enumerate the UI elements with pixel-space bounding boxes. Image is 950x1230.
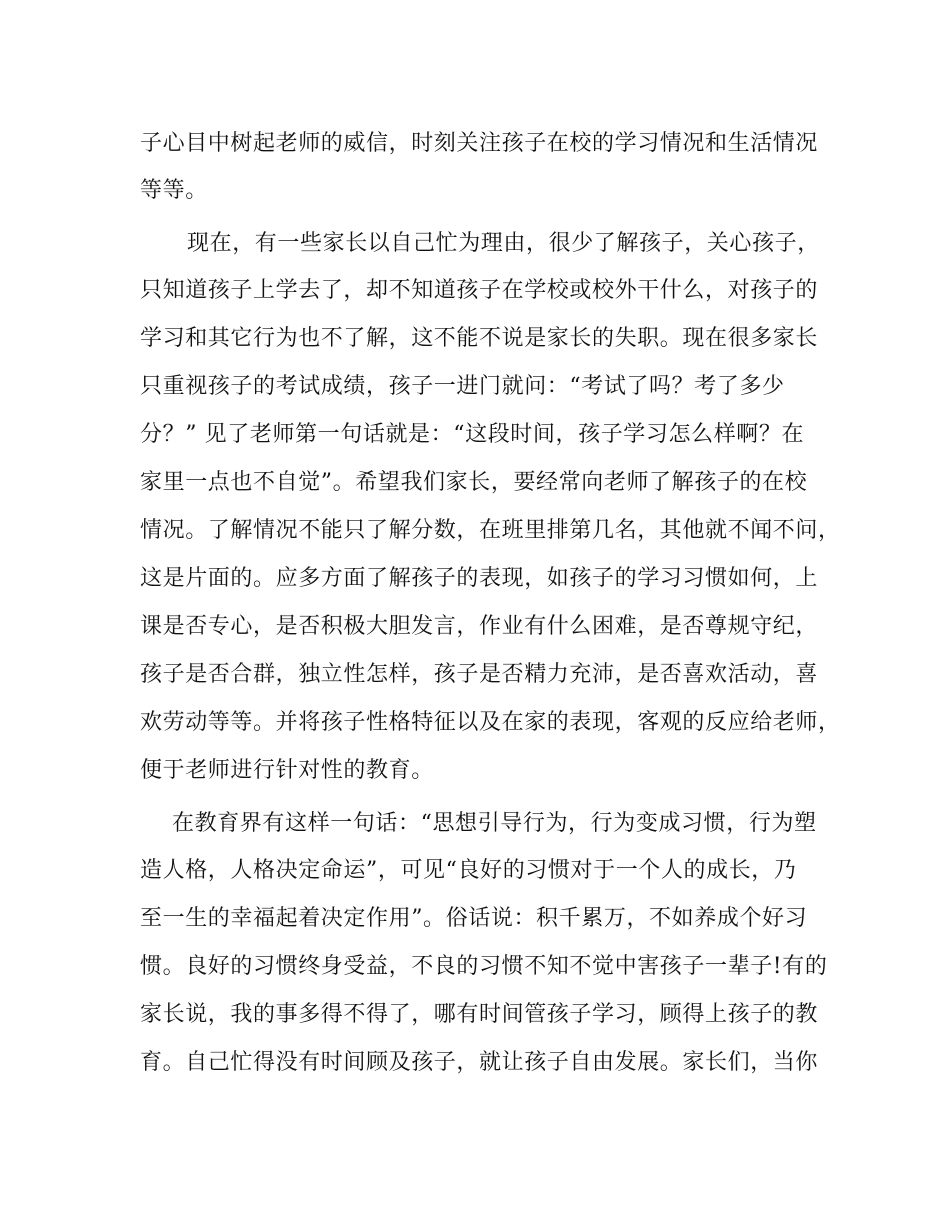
- text-line: [0, 752, 950, 790]
- text-line: [0, 368, 950, 406]
- line-text: 只重视孩子的考试成绩，孩子一进门就问：“考试了吗？考了多少: [140, 374, 785, 399]
- line-text: 孩子是否合群，独立性怎样，孩子是否精力充沛，是否喜欢活动，喜: [140, 662, 819, 687]
- line-text: 这是片面的。应多方面了解孩子的表现，如孩子的学习习惯如何，上: [140, 566, 819, 591]
- line-text: 子心目中树起老师的威信，时刻关注孩子在校的学习情况和生活情况: [140, 131, 819, 156]
- text-line: [0, 225, 950, 263]
- text-line: [0, 416, 950, 454]
- text-line: [0, 272, 950, 310]
- text-line: [0, 464, 950, 502]
- text-line: [0, 1044, 950, 1082]
- text-line: [0, 656, 950, 694]
- line-text: 欢劳动等等。并将孩子性格特征以及在家的表现，客观的反应给老师，: [140, 710, 841, 735]
- text-line: [0, 172, 950, 210]
- line-text: 分？” 见了老师第一句话就是：“这段时间，孩子学习怎么样啊？在: [140, 422, 805, 447]
- line-text: 课是否专心，是否积极大胆发言，作业有什么困难，是否尊规守纪，: [140, 614, 819, 639]
- text-line: [0, 125, 950, 163]
- line-text: 学习和其它行为也不了解，这不能不说是家长的失职。现在很多家长: [140, 326, 819, 351]
- text-line: [0, 948, 950, 986]
- line-text: 造人格，人格决定命运”，可见“良好的习惯对于一个人的成长，乃: [140, 858, 797, 883]
- line-text: 家长说，我的事多得不得了，哪有时间管孩子学习，顾得上孩子的教: [140, 1002, 819, 1027]
- line-text: 等等。: [140, 178, 208, 203]
- line-text: 只知道孩子上学去了，却不知道孩子在学校或校外干什么，对孩子的: [140, 278, 819, 303]
- line-text: 育。自己忙得没有时间顾及孩子，就让孩子自由发展。家长们，当你: [140, 1050, 819, 1075]
- text-line: [0, 320, 950, 358]
- line-text: 现在，有一些家长以自己忙为理由，很少了解孩子，关心孩子，: [187, 231, 820, 256]
- text-line: [0, 805, 950, 843]
- text-line: [0, 512, 950, 550]
- text-line: [0, 704, 950, 742]
- line-text: 至一生的幸福起着决定作用”。俗话说：积千累万，不如养成个好习: [140, 906, 808, 931]
- text-line: [0, 560, 950, 598]
- text-line: [0, 608, 950, 646]
- text-line: [0, 996, 950, 1034]
- text-line: [0, 852, 950, 890]
- text-line: [0, 900, 950, 938]
- line-text: 在教育界有这样一句话：“思想引导行为，行为变成习惯，行为塑: [172, 811, 817, 836]
- line-text: 便于老师进行针对性的教育。: [140, 758, 434, 783]
- line-text: 情况。了解情况不能只了解分数，在班里排第几名，其他就不闻不问，: [140, 518, 841, 543]
- line-text: 家里一点也不自觉”。希望我们家长，要经常向老师了解孩子的在校: [140, 470, 808, 495]
- line-text: 惯。良好的习惯终身受益，不良的习惯不知不觉中害孩子一辈子!有的: [140, 954, 828, 979]
